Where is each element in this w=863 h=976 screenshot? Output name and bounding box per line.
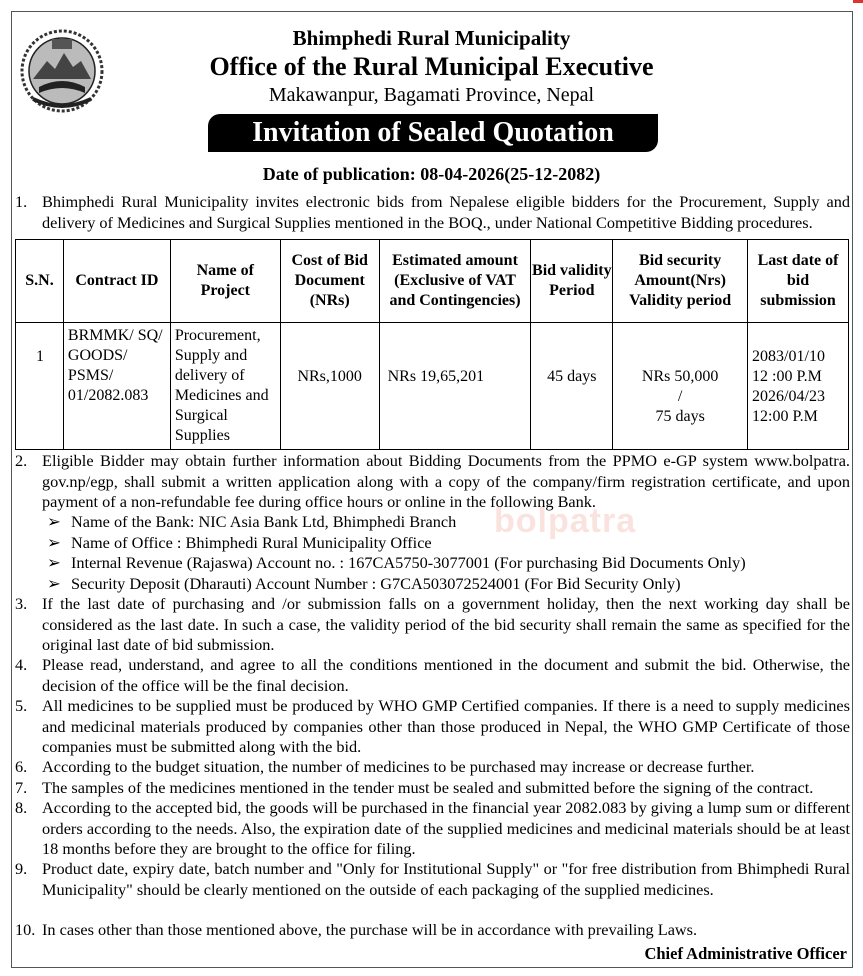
clause-text: Product date, expiry date, batch number and "Only for Institutional Supply" or "for free distribution from Bhimphedi Rural Municipality" should be clearly mentioned on the outside of each packaging of the supplied medicines. <box>42 859 850 899</box>
clause-2 <box>15 451 850 513</box>
clause-text: If the last date of purchasing and /or submission falls on a government holiday, then the next working day shall be considered as the last date. In such a case, the validity period of the bid security shall remain the same as specified for the original last date of bid submission. <box>42 594 850 654</box>
clause-number: 6. <box>15 757 28 776</box>
clause-number: 7. <box>15 778 28 797</box>
clause-3 <box>15 594 850 656</box>
cell-last-date <box>748 323 849 450</box>
municipality-name: Bhimphedi Rural Municipality <box>292 26 571 50</box>
clause-7 <box>15 778 850 799</box>
clause-number: 10. <box>15 920 36 939</box>
clause-9 <box>15 859 850 900</box>
cell-cost: NRs,1000 <box>280 323 379 450</box>
watermark: bolpatra <box>494 502 637 540</box>
clause-text: In cases other than those mentioned above, the purchase will be in accordance with prevailing Laws. <box>42 920 698 939</box>
header-security: Bid security Amount(Nrs) Validity period <box>613 240 748 323</box>
list-item <box>47 512 847 533</box>
clause-number: 3. <box>15 594 28 613</box>
bank-details-list <box>47 512 847 594</box>
clause-number: 9. <box>15 859 28 878</box>
table-header-row <box>16 240 849 323</box>
list-item <box>47 533 847 554</box>
clause-4 <box>15 655 850 696</box>
arrowhead-bullet-icon: ➢ <box>47 532 61 552</box>
last-date-2: 2026/04/23 <box>752 388 825 405</box>
clause-text: Bhimphedi Rural Municipality invites electronic bids from Nepalese eligible bidders for the Procurement, Supply and delivery of Medicines and Surgical Supplies mentioned in the BOQ., under National Competitive Bidding procedures. <box>42 192 850 232</box>
security-separator: / <box>677 388 683 405</box>
list-item-text: Name of the Bank: NIC Asia Bank Ltd, Bhimphedi Branch <box>71 512 457 531</box>
office-address: Makawanpur, Bagamati Province, Nepal <box>268 84 595 106</box>
list-item <box>47 574 847 595</box>
table-row <box>16 323 849 450</box>
clause-5 <box>15 696 850 758</box>
clause-6 <box>15 757 850 778</box>
clause-text: Please read, understand, and agree to all the conditions mentioned in the document and submit the bid. Otherwise, the decision of the office will be the final decision. <box>42 655 850 695</box>
cell-estimate: NRs 19,65,201 <box>379 323 531 450</box>
header-cost: Cost of Bid Document (NRs) <box>280 240 379 323</box>
list-item-text: Security Deposit (Dharauti) Account Number : G7CA503072524001 (For Bid Security Only) <box>71 573 681 593</box>
arrowhead-bullet-icon: ➢ <box>47 512 61 531</box>
clause-number: 8. <box>15 798 28 817</box>
clause-number: 1. <box>15 192 28 211</box>
clause-text: According to the budget situation, the number of medicines to be purchased may increase or decrease further. <box>42 757 755 776</box>
clause-number: 4. <box>15 655 28 674</box>
header-validity: Bid validity Period <box>531 240 613 323</box>
publication-date: Date of publication: 08-04-2026(25-12-2082) <box>262 164 601 184</box>
clause-text: According to the accepted bid, the goods will be purchased in the financial year 2082.083 by giving a lump sum or different orders according to the needs. Also, the expiration date of the supplied medicines and medicinal materials should be at least 18 months before they are brought to the office for filing. <box>42 798 850 858</box>
list-item-text: Name of Office : Bhimphedi Rural Municipality Office <box>71 532 432 552</box>
arrowhead-bullet-icon: ➢ <box>47 553 61 572</box>
clause-text: Eligible Bidder may obtain further information about Bidding Documents from the PPMO e-GP system www.bolpatra. gov.np/egp, shall submit a written application along with a copy of the company/firm registration certificate, and upon payment of a non-refundable fee during office hours or online in the following Bank. <box>42 451 850 511</box>
cell-security <box>613 323 748 450</box>
clause-text: All medicines to be supplied must be produced by WHO GMP Certified companies. If there is a need to supply medicines and medicinal materials produced by companies other than those produced in Nepal, the WHO GMP Certificate of those companies must be submitted along with the bid. <box>42 696 850 756</box>
last-date-1: 2083/01/10 <box>752 348 825 365</box>
header-last-date: Last date of bid submission <box>748 240 849 323</box>
clause-number: 5. <box>15 696 28 715</box>
security-period: 75 days <box>655 408 705 425</box>
clause-text: The samples of the medicines mentioned in the tender must be sealed and submitted before the signing of the contract. <box>42 778 814 797</box>
clause-8 <box>15 798 850 860</box>
header-sn: S.N. <box>16 240 64 323</box>
security-amount: NRs 50,000 <box>641 368 719 385</box>
cell-validity: 45 days <box>531 323 613 450</box>
list-item-text: Internal Revenue (Rajaswa) Account no. : 167CA5750-3077001 (For purchasing Bid Documents Only) <box>71 553 746 572</box>
cell-contract-id: BRMMK/ SQ/ GOODS/ PSMS/ 01/2082.083 <box>63 323 170 450</box>
arrowhead-bullet-icon: ➢ <box>47 573 61 593</box>
signature-title: Chief Administrative Officer <box>644 944 847 963</box>
corner-mark <box>853 0 863 3</box>
header-project-name: Name of Project <box>170 240 280 323</box>
office-name: Office of the Rural Municipal Executive <box>209 52 654 81</box>
clause-1 <box>15 192 850 233</box>
header-contract-id: Contract ID <box>63 240 170 323</box>
clause-10 <box>15 920 850 941</box>
boq-table <box>15 239 849 450</box>
last-time-1: 12 :00 P.M <box>752 368 822 385</box>
list-item <box>47 553 847 574</box>
cell-project: Procurement, Supply and delivery of Medicines and Surgical Supplies <box>170 323 280 450</box>
last-time-2: 12:00 P.M <box>752 408 818 425</box>
cell-sn: 1 <box>16 323 64 450</box>
header-estimate: Estimated amount (Exclusive of VAT and Contingencies) <box>379 240 531 323</box>
notice-title-banner: Invitation of Sealed Quotation <box>208 114 658 152</box>
clause-number: 2. <box>15 451 28 470</box>
